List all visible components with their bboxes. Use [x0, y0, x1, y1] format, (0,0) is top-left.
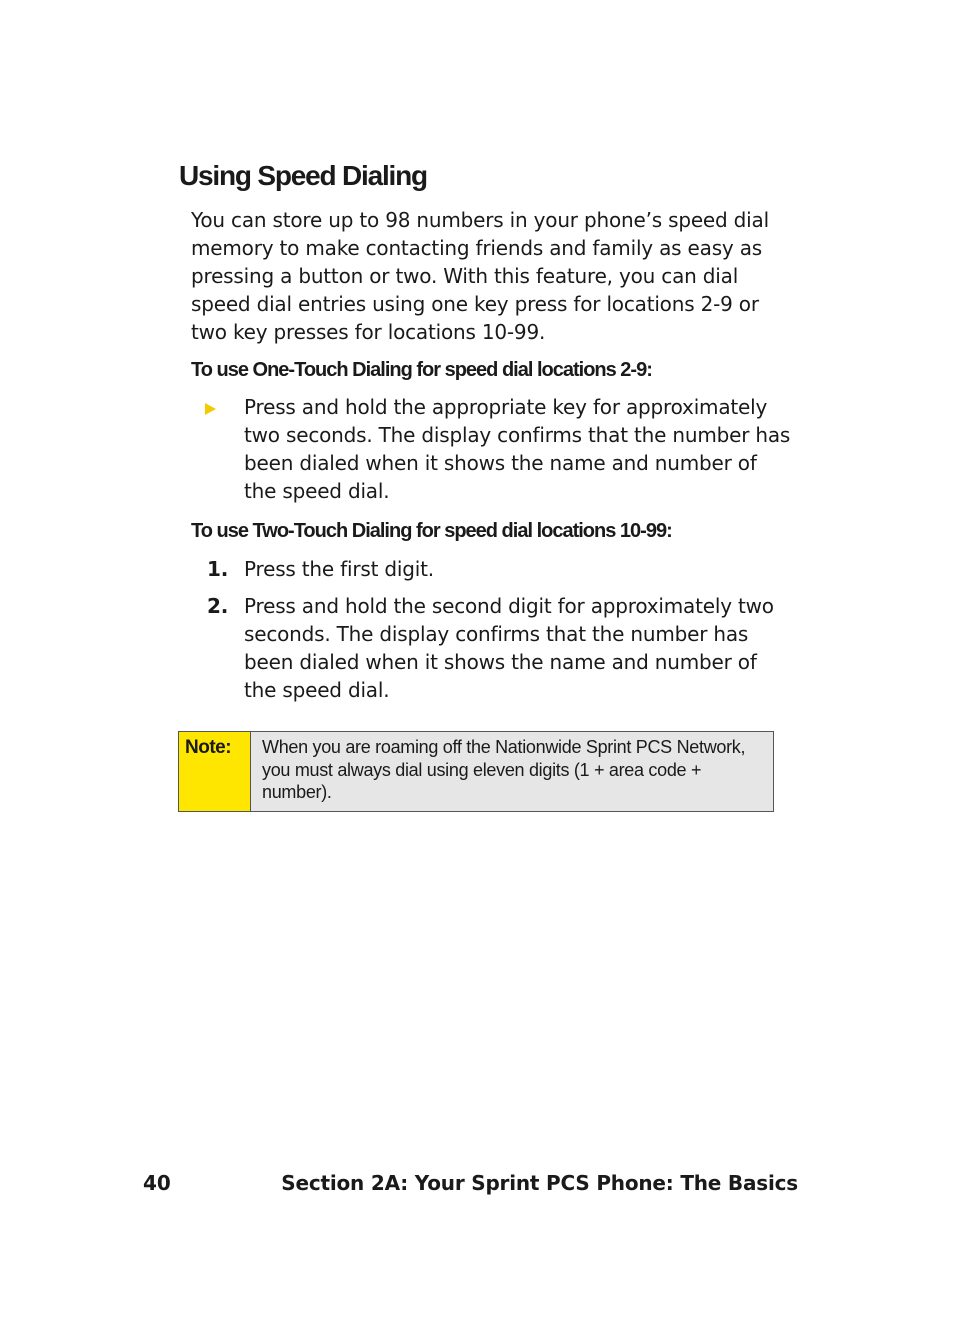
list-item	[205, 555, 795, 583]
note-label: Note:	[179, 732, 251, 811]
page-title: Using Speed Dialing	[179, 160, 427, 191]
step-number: 1.	[207, 557, 229, 581]
step-number: 2.	[207, 594, 229, 618]
page-number: 40	[143, 1171, 171, 1195]
list-item	[205, 592, 795, 704]
list-item-text: Press and hold the appropriate key for approximately two seconds. The display confirms that the number has been dialed when it shows the name and number of the speed dial.	[244, 395, 791, 503]
two-touch-heading: To use Two-Touch Dialing for speed dial locations 10-99:	[191, 520, 672, 542]
section-footer: Section 2A: Your Sprint PCS Phone: The Basics	[281, 1171, 798, 1195]
intro-paragraph: You can store up to 98 numbers in your phone’s speed dial memory to make contacting friends and family as easy as pressing a button or two. With this feature, you can dial speed dial entries using one key press for locations 2-9 or two key presses for locations 10-99.	[191, 208, 769, 344]
step-text: Press the first digit.	[244, 557, 434, 581]
note-box	[178, 731, 774, 812]
list-item	[205, 393, 795, 505]
note-text: When you are roaming off the Nationwide Sprint PCS Network, you must always dial using eleven digits (1 + area code + number).	[251, 732, 773, 811]
one-touch-heading: To use One-Touch Dialing for speed dial locations 2-9:	[191, 359, 652, 381]
one-touch-list	[205, 393, 795, 514]
step-text: Press and hold the second digit for approximately two seconds. The display confirms that the number has been dialed when it shows the name and number of the speed dial.	[244, 594, 774, 702]
two-touch-steps	[205, 555, 795, 713]
triangle-bullet-icon	[205, 403, 216, 415]
